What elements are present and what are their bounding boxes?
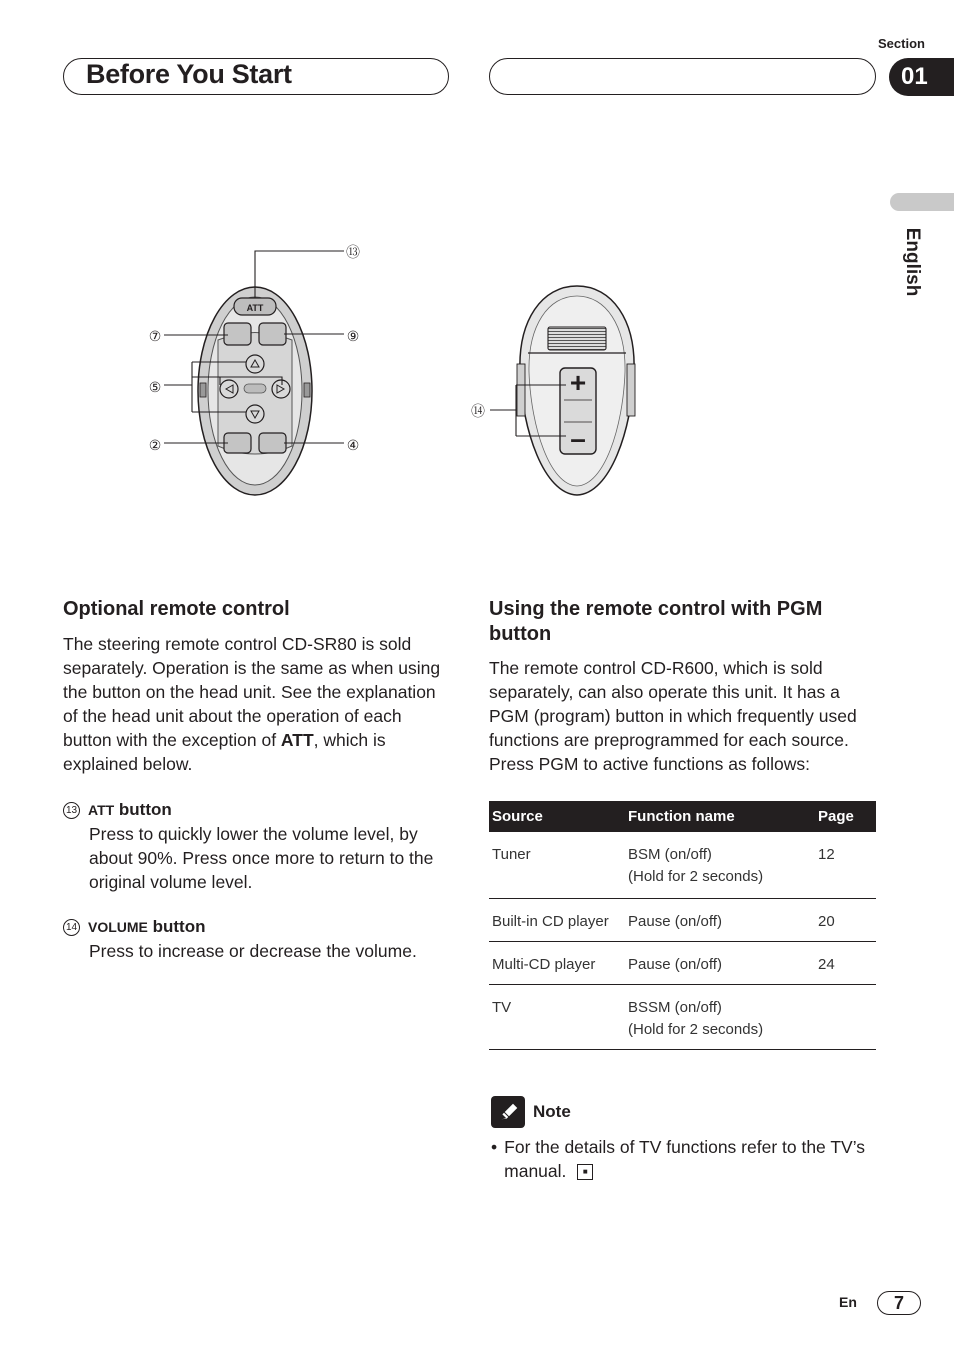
optional-remote-heading: Optional remote control: [63, 598, 290, 620]
intro-bold-att: ATT: [280, 730, 314, 750]
callout-9: ⑨: [346, 328, 360, 344]
item-number-14: 14: [63, 919, 80, 936]
cell-page: [815, 984, 876, 1049]
table-row: [489, 832, 876, 898]
cell-function: BSSM (on/off) (Hold for 2 seconds): [625, 984, 815, 1049]
steering-remote: [164, 251, 344, 495]
header-page: Page: [815, 801, 876, 832]
intro-text-part1: The steering remote control CD-SR80 is sold separately. Operation is the same as when using the button on the head unit. See the explanation of the head unit about the operation of each button with the exception of: [63, 634, 441, 750]
cell-source: TV: [489, 984, 625, 1049]
callout-14: ⑭: [471, 403, 485, 419]
table-row: [489, 941, 876, 984]
pgm-heading: Using the remote control with PGM button: [489, 598, 823, 645]
callout-2: ②: [148, 437, 162, 453]
pgm-table-wrapper: [489, 801, 876, 1050]
cell-source: Tuner: [489, 832, 625, 898]
att-button-label: ATT: [246, 303, 264, 313]
item-title-volume: VOLUME button: [88, 917, 206, 936]
optional-remote-intro: [63, 632, 453, 776]
left-column: [63, 597, 453, 963]
section-number-badge: 01: [889, 58, 954, 96]
item-description-att: Press to quickly lower the volume level, by about 90%. Press once more to return to the original volume level.: [89, 824, 434, 892]
note-header: [491, 1096, 571, 1128]
item-volume: [63, 917, 453, 963]
page-number: 7: [877, 1291, 921, 1315]
section-label: Section: [878, 36, 925, 51]
page-title: Before You Start: [86, 59, 292, 89]
end-mark-icon: ■: [577, 1164, 593, 1180]
volume-minus-symbol: –: [570, 423, 586, 454]
note-item: [491, 1135, 881, 1183]
pgm-intro: The remote control CD-R600, which is sold separately, can also operate this unit. It has a PGM (program) button in which frequently used functions are preprogrammed for each source. Press PGM to active functions as follows:: [489, 658, 857, 774]
volume-remote: [471, 286, 635, 495]
pgm-function-table: [489, 801, 876, 1050]
header-source: Source: [489, 801, 625, 832]
intro-text-part2: , which is explained below.: [63, 730, 386, 774]
table-header-row: [489, 801, 876, 832]
callout-13: ⑬: [346, 244, 360, 260]
table-row: [489, 898, 876, 941]
cell-function: BSM (on/off) (Hold for 2 seconds): [625, 832, 815, 898]
item-number-13: 13: [63, 802, 80, 819]
cell-function: Pause (on/off): [625, 898, 815, 941]
callout-7: ⑦: [148, 328, 162, 344]
cell-page: 20: [815, 898, 876, 941]
item-att: [63, 800, 453, 894]
cell-page: 12: [815, 832, 876, 898]
cell-function: Pause (on/off): [625, 941, 815, 984]
header-function-name: Function name: [625, 801, 815, 832]
callout-4: ④: [346, 437, 360, 453]
cell-source: Built-in CD player: [489, 898, 625, 941]
note-label: Note: [533, 1102, 571, 1121]
cell-source: Multi-CD player: [489, 941, 625, 984]
note-text: For the details of TV functions refer to the TV’s manual. ■: [504, 1137, 866, 1181]
footer-language-code: En: [839, 1294, 857, 1310]
callout-5: ⑤: [148, 379, 162, 395]
volume-plus-symbol: +: [569, 367, 587, 398]
note-bullet: •: [491, 1137, 498, 1157]
item-title-att: ATT button: [88, 800, 172, 819]
cell-page: 24: [815, 941, 876, 984]
item-description-volume: Press to increase or decrease the volume.: [89, 941, 417, 961]
pencil-note-icon: [491, 1096, 525, 1128]
right-column: [489, 597, 879, 776]
language-label: English: [902, 227, 923, 297]
remote-illustration: [0, 0, 954, 560]
table-row: [489, 984, 876, 1049]
